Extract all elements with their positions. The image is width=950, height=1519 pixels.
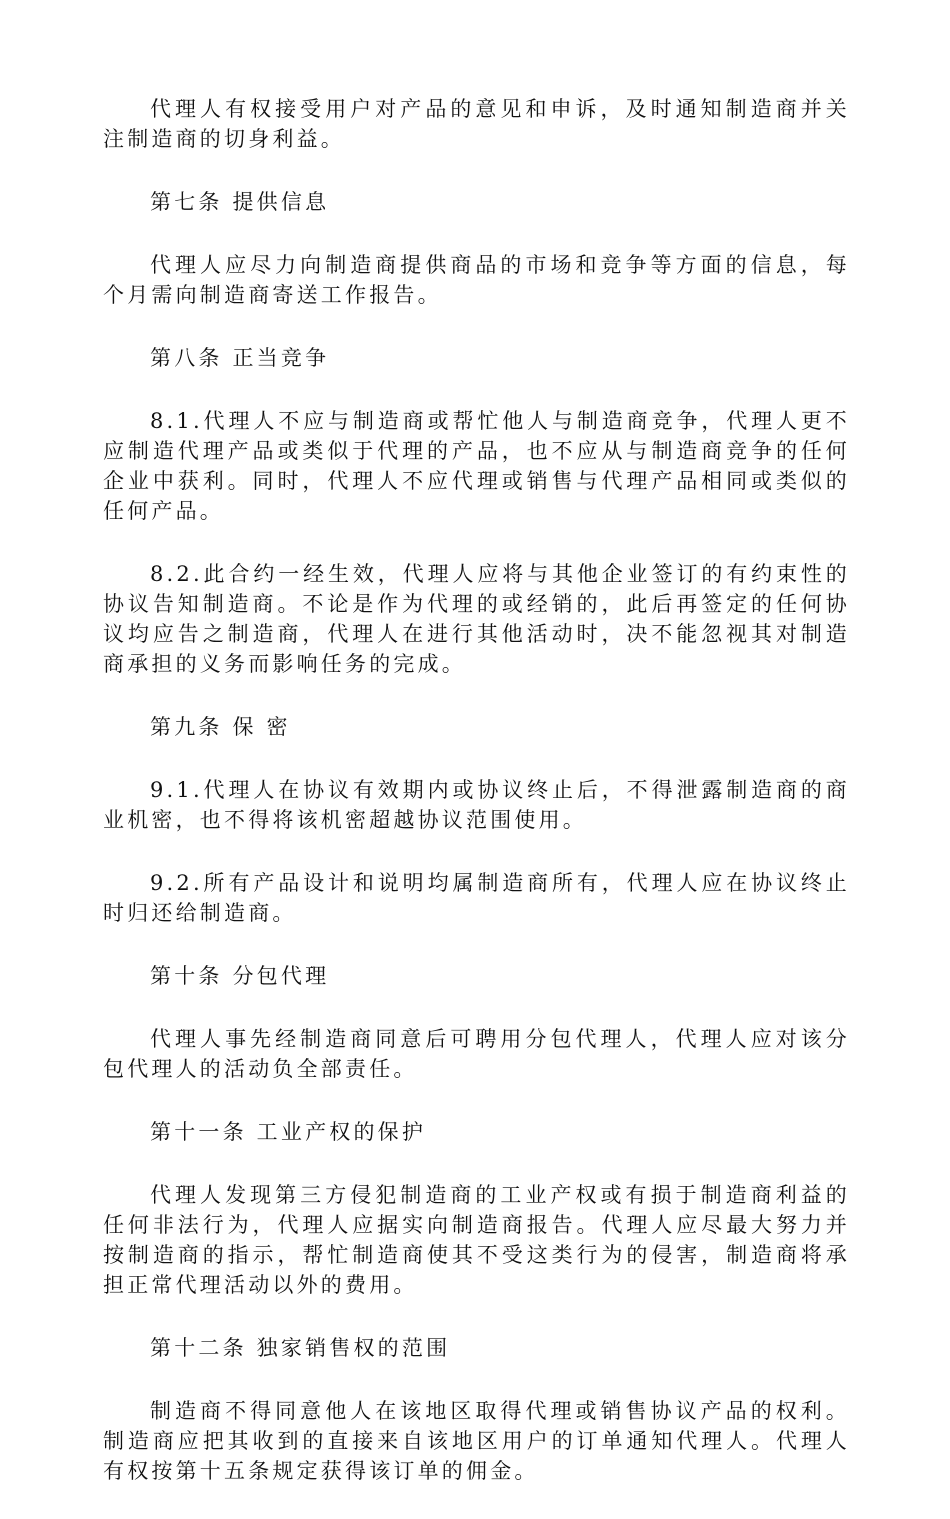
paragraph-8-1: 8.1.代理人不应与制造商或帮忙他人与制造商竞争，代理人更不应制造代理产品或类似于代理的产品，也不应从与制造商竞争的任何企业中获利。同时，代理人不应代理或销售与代理产品相同或类似的任何产品。 — [103, 409, 850, 523]
article-11-heading: 第十一条 工业产权的保护 — [150, 1120, 427, 1144]
paragraph-subcontract: 代理人事先经制造商同意后可聘用分包代理人，代理人应对该分包代理人的活动负全部责任。 — [103, 1027, 850, 1081]
paragraph-agent-complaints: 代理人有权接受用户对产品的意见和申诉，及时通知制造商并关注制造商的切身利益。 — [103, 97, 850, 151]
article-10-heading: 第十条 分包代理 — [150, 964, 330, 988]
paragraph-exclusive-scope: 制造商不得同意他人在该地区取得代理或销售协议产品的权利。制造商应把其收到的直接来自该地区用户的订单通知代理人。代理人有权按第十五条规定获得该订单的佣金。 — [103, 1399, 850, 1483]
paragraph-9-2: 9.2.所有产品设计和说明均属制造商所有，代理人应在协议终止时归还给制造商。 — [103, 871, 850, 925]
paragraph-ip-protection: 代理人发现第三方侵犯制造商的工业产权或有损于制造商利益的任何非法行为，代理人应据实向制造商报告。代理人应尽最大努力并按制造商的指示，帮忙制造商使其不受这类行为的侵害，制造商将承担正常代理活动以外的费用。 — [103, 1183, 850, 1297]
document-page — [103, 94, 850, 1519]
paragraph-9-1: 9.1.代理人在协议有效期内或协议终止后，不得泄露制造商的商业机密，也不得将该机密超越协议范围使用。 — [103, 778, 850, 832]
article-9-heading: 第九条 保 密 — [150, 715, 291, 739]
article-12-heading: 第十二条 独家销售权的范围 — [150, 1336, 451, 1360]
paragraph-8-2: 8.2.此合约一经生效，代理人应将与其他企业签订的有约束性的协议告知制造商。不论是作为代理的或经销的，此后再签定的任何协议均应告之制造商，代理人在进行其他活动时，决不能忽视其对制造商承担的义务而影响任务的完成。 — [103, 562, 850, 676]
paragraph-provide-information: 代理人应尽力向制造商提供商品的市场和竞争等方面的信息，每个月需向制造商寄送工作报告。 — [103, 253, 850, 307]
article-7-heading: 第七条 提供信息 — [150, 190, 330, 214]
article-8-heading: 第八条 正当竞争 — [150, 346, 330, 370]
